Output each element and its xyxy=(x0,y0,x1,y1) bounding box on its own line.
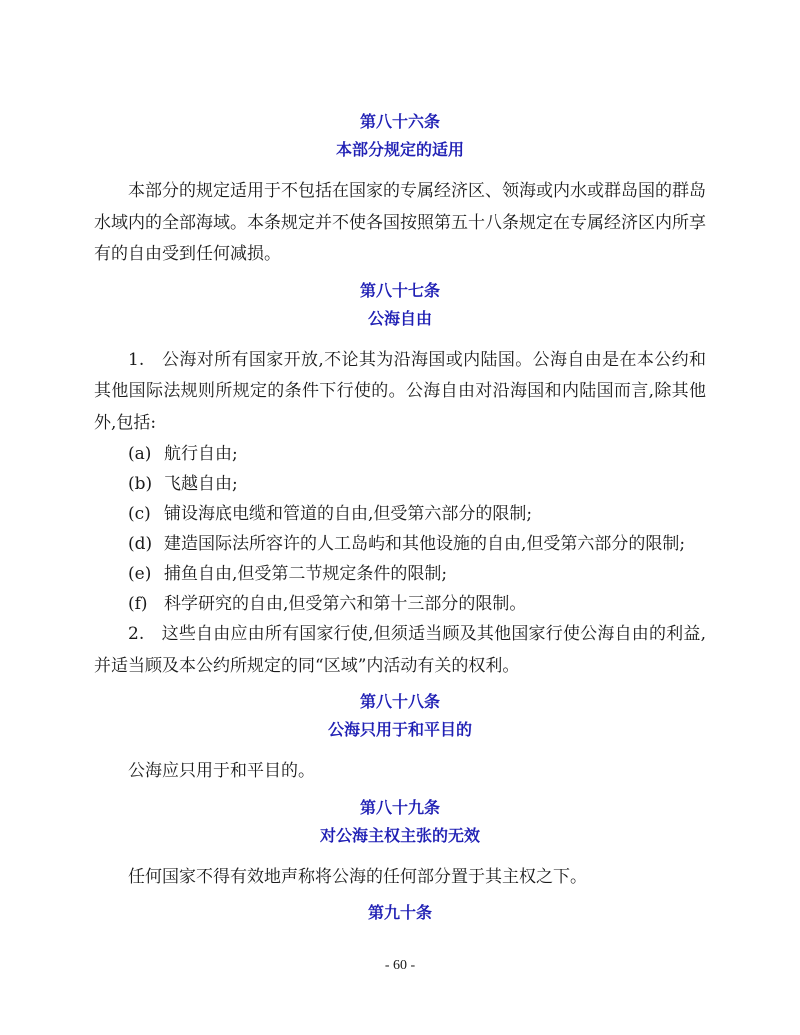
article-86-number: 第八十六条 xyxy=(359,112,440,131)
article-90 xyxy=(94,899,706,927)
article-86-title: 本部分规定的适用 xyxy=(335,140,464,159)
article-87-title: 公海自由 xyxy=(367,308,432,328)
article-87-paragraph-1: 1. 公海对所有国家开放,不论其为沿海国或内陆国。公海自由是在本公约和其他国际法规则所规定的条件下行使的。公海自由对沿海国和内陆国而言,除其他外,包括: xyxy=(94,349,706,433)
list-item xyxy=(94,469,706,499)
list-item xyxy=(94,559,706,589)
list-item-text: 飞越自由; xyxy=(164,474,238,494)
list-item-marker: (b) xyxy=(128,474,153,494)
list-item-text: 铺设海底电缆和管道的自由,但受第六部分的限制; xyxy=(164,504,533,524)
list-item-marker: (d) xyxy=(128,534,153,554)
article-88 xyxy=(94,688,706,788)
article-87-paragraph-2: 2. 这些自由应由所有国家行使,但须适当顾及其他国家行使公海自由的利益,并适当顾及本公约所规定的同“区域”内活动有关的权利。 xyxy=(94,624,706,676)
list-item xyxy=(94,499,706,529)
article-89-paragraph: 任何国家不得有效地声称将公海的任何部分置于其主权之下。 xyxy=(128,866,587,887)
article-86 xyxy=(94,108,706,271)
list-item xyxy=(94,589,706,619)
list-item-marker: (e) xyxy=(128,564,152,584)
article-87 xyxy=(94,277,706,683)
article-88-title: 公海只用于和平目的 xyxy=(327,720,472,739)
list-item-marker: (a) xyxy=(128,444,152,464)
article-86-paragraph: 本部分的规定适用于不包括在国家的专属经济区、领海或内水或群岛国的群岛水域内的全部海域。本条规定并不使各国按照第五十八条规定在专属经济区内所享有的自由受到任何减损。 xyxy=(94,181,706,264)
list-item-text: 科学研究的自由,但受第六和第十三部分的限制。 xyxy=(164,594,527,614)
article-87-number: 第八十七条 xyxy=(359,280,440,300)
list-item-marker: (c) xyxy=(128,504,151,524)
list-item xyxy=(94,529,706,559)
article-89-title: 对公海主权主张的无效 xyxy=(319,825,480,845)
list-item xyxy=(94,439,706,469)
article-89 xyxy=(94,794,706,894)
document-page xyxy=(94,108,706,927)
article-88-number: 第八十八条 xyxy=(359,692,440,711)
list-item-text: 建造国际法所容许的人工岛屿和其他设施的自由,但受第六部分的限制; xyxy=(164,534,686,554)
article-88-paragraph: 公海应只用于和平目的。 xyxy=(128,761,315,781)
list-item-text: 捕鱼自由,但受第二节规定条件的限制; xyxy=(164,564,448,584)
list-item-marker: (f) xyxy=(128,594,148,614)
article-90-number: 第九十条 xyxy=(367,903,432,922)
list-item-text: 航行自由; xyxy=(164,444,238,464)
article-89-number: 第八十九条 xyxy=(359,797,440,817)
page-number: - 60 - xyxy=(384,958,416,973)
